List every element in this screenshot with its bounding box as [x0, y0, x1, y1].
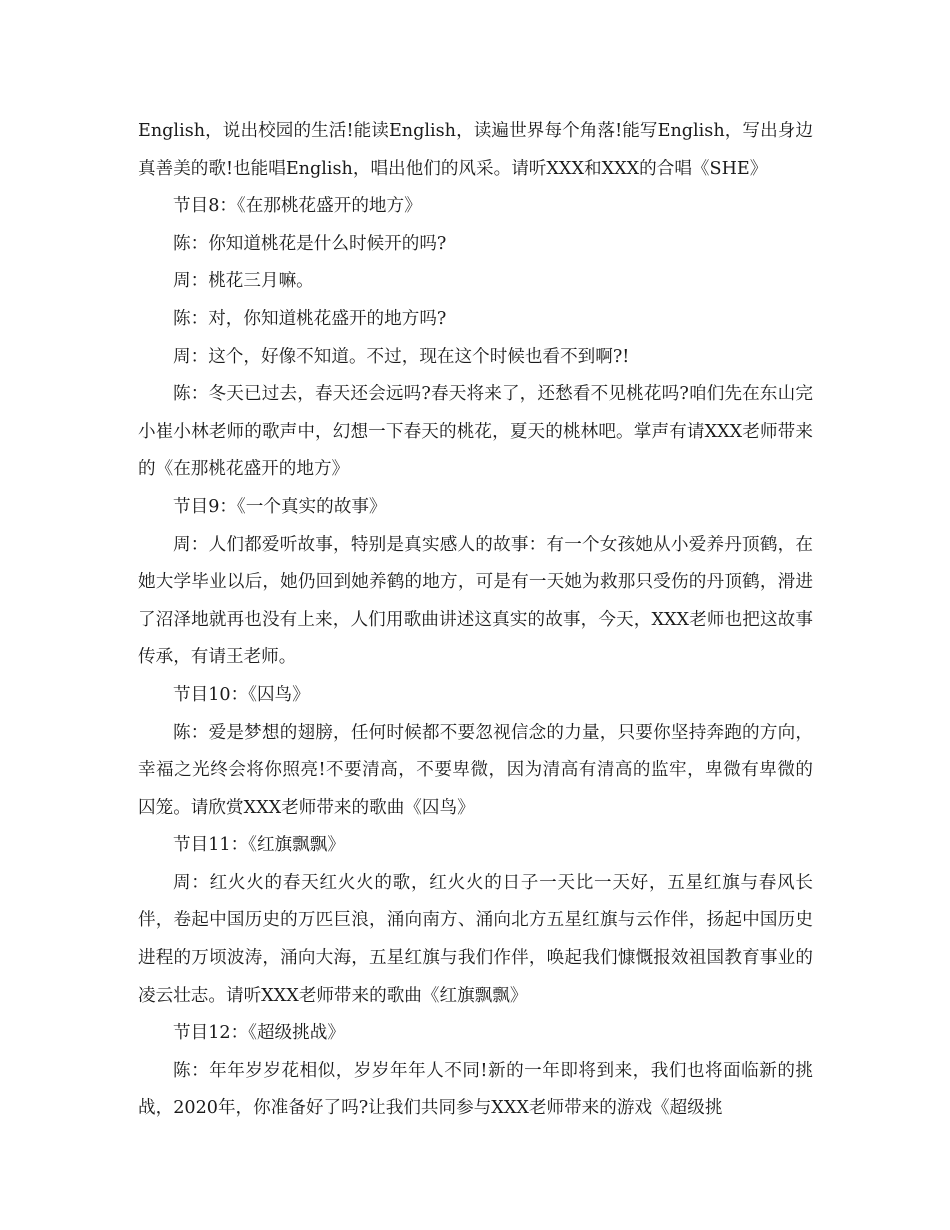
- paragraph-english-song-intro: English，说出校园的生活!能读English，读遍世界每个角落!能写English，写出身边真善美的歌!也能唱English，唱出他们的风采。请听XXX和XXX的合唱《SHE》: [138, 121, 813, 179]
- dialogue-line: 周：人们都爱听故事，特别是真实感人的故事：有一个女孩她从小爱养丹顶鹤，在她大学毕业以后，她仍回到她养鹤的地方，可是有一天她为救那只受伤的丹顶鹤，滑进了沼泽地就再也没有上来，人们用歌曲讲述这真实的故事，今天，XXX老师也把这故事传承，有请王老师。: [138, 534, 813, 668]
- dialogue-line: 陈：对，你知道桃花盛开的地方吗?: [173, 308, 447, 329]
- dialogue-line: 陈：年年岁岁花相似，岁岁年年人不同!新的一年即将到来，我们也将面临新的挑战，2020年，你准备好了吗?让我们共同参与XXX老师带来的游戏《超级挑: [138, 1060, 813, 1119]
- dialogue-line: 陈：冬天已过去，春天还会远吗?春天将来了，还愁看不见桃花吗?咱们先在东山完小崔小林老师的歌声中，幻想一下春天的桃花，夏天的桃林吧。掌声有请XXX老师带来的《在那桃花盛开的地方》: [138, 384, 813, 480]
- dialogue-line: 陈：爱是梦想的翅膀，任何时候都不要忽视信念的力量，只要你坚持奔跑的方向，幸福之光终会将你照亮!不要清高，不要卑微，因为清高有清高的监牢，卑微有卑微的囚笼。请欣赏XXX老师带来的歌曲《囚鸟》: [138, 722, 813, 818]
- dialogue-line: 周：红火火的春天红火火的歌，红火火的日子一天比一天好，五星红旗与春风长伴，卷起中国历史的万匹巨浪，涌向南方、涌向北方五星红旗与云作伴，扬起中国历史进程的万顷波涛，涌向大海，五星红旗与我们作伴，唤起我们慷慨报效祖国教育事业的凌云壮志。请听XXX老师带来的歌曲《红旗飘飘》: [138, 872, 813, 1006]
- document-body: [138, 113, 813, 1128]
- program-9-heading: 节目9：《一个真实的故事》: [173, 496, 387, 517]
- dialogue-line: 周：这个，好像不知道。不过，现在这个时候也看不到啊?!: [173, 346, 630, 367]
- program-11-heading: 节目11：《红旗飘飘》: [173, 835, 345, 856]
- program-12-heading: 节目12：《超级挑战》: [173, 1023, 345, 1044]
- dialogue-line: 周：桃花三月嘛。: [173, 271, 314, 292]
- program-10-heading: 节目10：《囚鸟》: [173, 684, 310, 705]
- program-8-heading: 节目8：《在那桃花盛开的地方》: [173, 196, 422, 217]
- dialogue-line: 陈：你知道桃花是什么时候开的吗?: [173, 233, 447, 254]
